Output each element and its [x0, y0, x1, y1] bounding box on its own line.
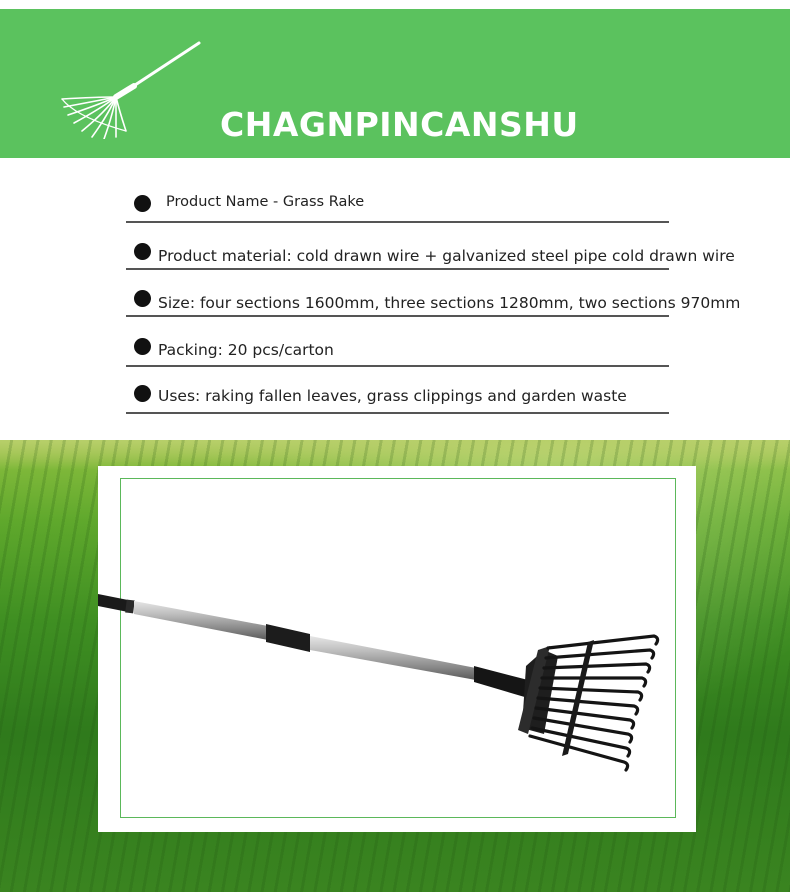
bullet-icon	[134, 243, 151, 260]
bullet-icon	[134, 290, 151, 307]
spec-text: Size: four sections 1600mm, three sections 1280mm, two sections 970mm	[158, 294, 741, 312]
spec-text: Product material: cold drawn wire + galvanized steel pipe cold drawn wire	[158, 247, 735, 265]
product-photo-card	[98, 466, 696, 832]
bullet-icon	[134, 338, 151, 355]
bullet-icon	[134, 195, 151, 212]
divider	[126, 221, 669, 223]
spec-text: Uses: raking fallen leaves, grass clippings and garden waste	[158, 387, 627, 405]
bullet-icon	[134, 385, 151, 402]
spec-text: Product Name - Grass Rake	[166, 194, 365, 210]
rake-product-image	[98, 466, 696, 832]
divider	[126, 315, 669, 317]
divider	[126, 268, 669, 270]
banner-title: CHAGNPINCANSHU	[220, 105, 579, 144]
spec-text: Packing: 20 pcs/carton	[158, 341, 334, 359]
divider	[126, 412, 669, 414]
spec-list	[0, 0, 790, 440]
divider	[126, 365, 669, 367]
